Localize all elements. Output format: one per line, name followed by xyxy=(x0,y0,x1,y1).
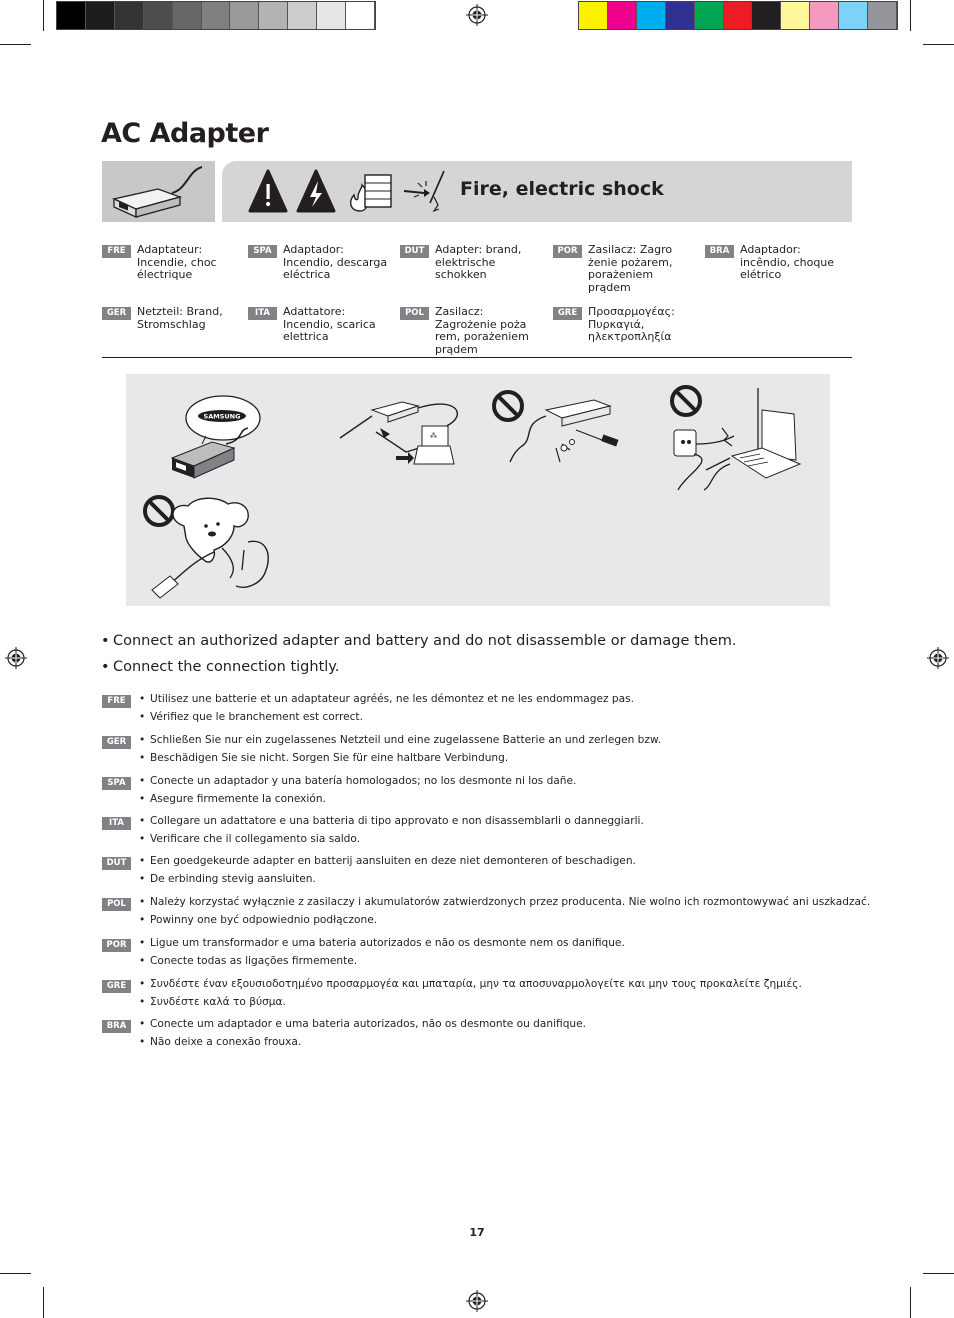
translation-line-text: Conecte un adaptador y una batería homologados; no los desmonte ni los dañe. xyxy=(150,775,577,787)
language-tag: GER xyxy=(102,307,131,320)
brand-label: SAMSUNG xyxy=(203,412,241,421)
crop-mark xyxy=(43,0,44,31)
color-swatch xyxy=(752,2,781,29)
language-tag: DUT xyxy=(102,857,131,870)
no-pet-damage-illustration xyxy=(145,497,268,598)
hazard-translation-text: Adapter: brand, elektrische schokken xyxy=(435,243,522,281)
language-tag: SPA xyxy=(102,777,131,790)
language-tag: SPA xyxy=(248,245,277,258)
page-title: AC Adapter xyxy=(101,118,269,149)
hazard-translation-text: Adattatore: Incendio, scarica elettrica xyxy=(283,305,376,343)
bullet: • xyxy=(139,872,146,885)
translation-line-text: Conecte um adaptador e uma bateria autorizados, não os desmonte ou danifique. xyxy=(150,1018,587,1030)
bullet: • xyxy=(139,751,146,764)
language-tag: GRE xyxy=(102,980,131,993)
fire-icon xyxy=(351,175,391,211)
language-tag: POR xyxy=(102,939,131,952)
translation-line xyxy=(139,994,286,1011)
crop-mark xyxy=(923,1273,954,1274)
language-tag: POL xyxy=(400,307,429,320)
translation-line-text: Collegare un adattatore e una batteria di tipo approvato e non disassemblarli o danneggiarli. xyxy=(150,815,644,827)
color-swatch xyxy=(346,2,375,29)
color-swatch xyxy=(839,2,868,29)
color-swatch xyxy=(259,2,288,29)
hazard-translation-text: Adaptador: Incendio, descarga eléctrica xyxy=(283,243,388,281)
color-swatch xyxy=(57,2,86,29)
bullet: • xyxy=(139,693,146,705)
plug-spark-icon xyxy=(404,171,444,211)
hazard-translation-text: Adaptateur: Incendie, choc électrique xyxy=(137,243,217,281)
crop-mark xyxy=(923,44,954,45)
color-swatch xyxy=(115,2,144,29)
crop-mark xyxy=(0,1273,31,1274)
hazard-label: Fire, electric shock xyxy=(460,178,664,200)
bullet: • xyxy=(139,937,146,949)
color-swatch xyxy=(637,2,666,29)
bullet: • xyxy=(139,995,146,1008)
section-divider xyxy=(102,357,852,358)
color-swatch xyxy=(230,2,259,29)
color-swatch xyxy=(724,2,753,29)
language-tag: ITA xyxy=(102,817,131,830)
translation-line-text: Ligue um transformador e uma bateria autorizados e não os desmonte nem os danifique. xyxy=(150,937,625,949)
electric-shock-icon xyxy=(298,171,334,211)
translation-line xyxy=(139,750,508,767)
translation-line xyxy=(139,871,316,888)
color-swatch xyxy=(579,2,608,29)
usage-illustrations xyxy=(126,374,830,606)
bullet: • xyxy=(139,710,146,723)
bullet: • xyxy=(139,978,146,990)
color-swatch xyxy=(781,2,810,29)
translation-line-text: Powinny one być odpowiednio podłączone. xyxy=(150,913,378,926)
color-swatch xyxy=(810,2,839,29)
translation-line xyxy=(139,976,802,993)
language-tag: DUT xyxy=(400,245,429,258)
language-tag: FRE xyxy=(102,695,131,708)
bullet: • xyxy=(139,913,146,926)
color-swatch xyxy=(86,2,115,29)
registration-mark-icon xyxy=(927,647,949,669)
bullet: • xyxy=(139,1035,146,1048)
hazard-translation-text: Zasilacz: Zagro żenie pożarem, porażeniem prądem xyxy=(588,243,673,294)
color-swatch xyxy=(608,2,637,29)
language-tag: ITA xyxy=(248,307,277,320)
adapter-laptop-connection-illustration xyxy=(340,402,457,464)
translation-line-text: Asegure firmemente la conexión. xyxy=(150,792,326,805)
translation-line xyxy=(139,732,661,749)
hazard-translation-text: Προσαρμογέας: Πυρκαγιά, ηλεκτροπληξία xyxy=(588,305,675,343)
crop-mark xyxy=(43,1287,44,1318)
bullet: • xyxy=(139,954,146,967)
translation-line-text: Conecte todas as ligações firmemente. xyxy=(150,954,358,967)
main-instruction-text: Connect an authorized adapter and battery and do not disassemble or damage them. xyxy=(113,633,737,649)
translation-line xyxy=(139,853,636,870)
color-swatch xyxy=(202,2,231,29)
color-swatch xyxy=(868,2,897,29)
no-disassemble-illustration xyxy=(494,392,619,462)
language-tag: GRE xyxy=(553,307,582,320)
translation-line xyxy=(139,953,357,970)
crop-mark xyxy=(0,44,31,45)
translation-line-text: Συνδέστε έναν εξουσιοδοτημένο προσαρμογέα και μπαταρία, μην τα αποσυναρμολογείτε και μην τους προκαλείτε ζημιές. xyxy=(150,978,802,990)
crop-mark xyxy=(910,1287,911,1318)
bullet: • xyxy=(139,775,146,787)
bullet: • xyxy=(139,792,146,805)
language-tag: BRA xyxy=(705,245,734,258)
translation-line-text: Een goedgekeurde adapter en batterij aansluiten en deze niet demonteren of beschadigen. xyxy=(150,855,636,867)
translation-line-text: Należy korzystać wyłącznie z zasilaczy i akumulatorów zatwierdzonych przez producenta. Nie wolno ich rozmontowywać ani uszkadzać. xyxy=(150,896,871,908)
warning-triangle-icon xyxy=(250,171,286,211)
translation-line xyxy=(139,1034,301,1051)
color-swatch xyxy=(144,2,173,29)
translation-line-text: Συνδέστε καλά το βύσμα. xyxy=(150,995,286,1008)
no-loose-connection-illustration xyxy=(672,387,800,490)
hazard-translation-text: Zasilacz: Zagrożenie poża rem, porażeniem prądem xyxy=(435,305,529,356)
translation-line xyxy=(139,791,326,808)
illustration-panel xyxy=(126,374,830,606)
translation-line xyxy=(139,831,360,848)
main-instruction-text: Connect the connection tightly. xyxy=(113,659,340,675)
translation-line-text: Utilisez une batterie et un adaptateur agréés, ne les démontez et ne les endommagez pas. xyxy=(150,693,635,705)
color-swatch xyxy=(666,2,695,29)
translation-line xyxy=(139,773,576,790)
translation-line xyxy=(139,1016,586,1033)
main-instruction: • Connect an authorized adapter and battery and do not disassemble or damage them. xyxy=(101,633,737,649)
ac-adapter-icon xyxy=(102,161,215,222)
translation-line xyxy=(139,912,377,929)
translation-line-text: De erbinding stevig aansluiten. xyxy=(150,872,316,885)
bullet: • xyxy=(139,734,146,746)
language-tag: GER xyxy=(102,736,131,749)
translation-line-text: Schließen Sie nur ein zugelassenes Netzteil und eine zugelassene Batterie an und zerlegen bzw. xyxy=(150,734,662,746)
main-instruction: • Connect the connection tightly. xyxy=(101,659,340,675)
color-swatch xyxy=(317,2,346,29)
language-tag: POR xyxy=(553,245,582,258)
color-swatch xyxy=(288,2,317,29)
samsung-adapter-illustration xyxy=(172,396,260,478)
hazard-translation-text: Adaptador: incêndio, choque elétrico xyxy=(740,243,835,281)
svg-text:⁂: ⁂ xyxy=(430,432,437,440)
bullet: • xyxy=(139,832,146,845)
registration-mark-icon xyxy=(466,1290,488,1312)
gray-swatch-bar xyxy=(56,1,376,30)
color-swatch xyxy=(695,2,724,29)
language-tag: FRE xyxy=(102,245,131,258)
bullet: • xyxy=(139,815,146,827)
bullet: • xyxy=(139,855,146,867)
translation-line xyxy=(139,709,363,726)
bullet: • xyxy=(139,896,146,908)
registration-mark-icon xyxy=(5,647,27,669)
bullet: • xyxy=(139,1018,146,1030)
color-swatch-bar xyxy=(578,1,898,30)
color-swatch xyxy=(173,2,202,29)
translation-line xyxy=(139,894,870,911)
translation-line-text: Não deixe a conexão frouxa. xyxy=(150,1035,302,1048)
translation-line-text: Verificare che il collegamento sia saldo. xyxy=(150,832,361,845)
translation-line xyxy=(139,813,644,830)
hazard-icons xyxy=(248,167,468,217)
registration-mark-icon xyxy=(466,4,488,26)
translation-line xyxy=(139,935,625,952)
page-number: 17 xyxy=(469,1226,485,1239)
crop-mark xyxy=(910,0,911,31)
translation-line-text: Beschädigen Sie sie nicht. Sorgen Sie für eine haltbare Verbindung. xyxy=(150,751,509,764)
adapter-thumbnail xyxy=(102,161,215,222)
translation-line xyxy=(139,691,634,708)
language-tag: BRA xyxy=(102,1020,131,1033)
hazard-translation-text: Netzteil: Brand, Stromschlag xyxy=(137,305,223,331)
translation-line-text: Vérifiez que le branchement est correct. xyxy=(150,710,363,723)
language-tag: POL xyxy=(102,898,131,911)
